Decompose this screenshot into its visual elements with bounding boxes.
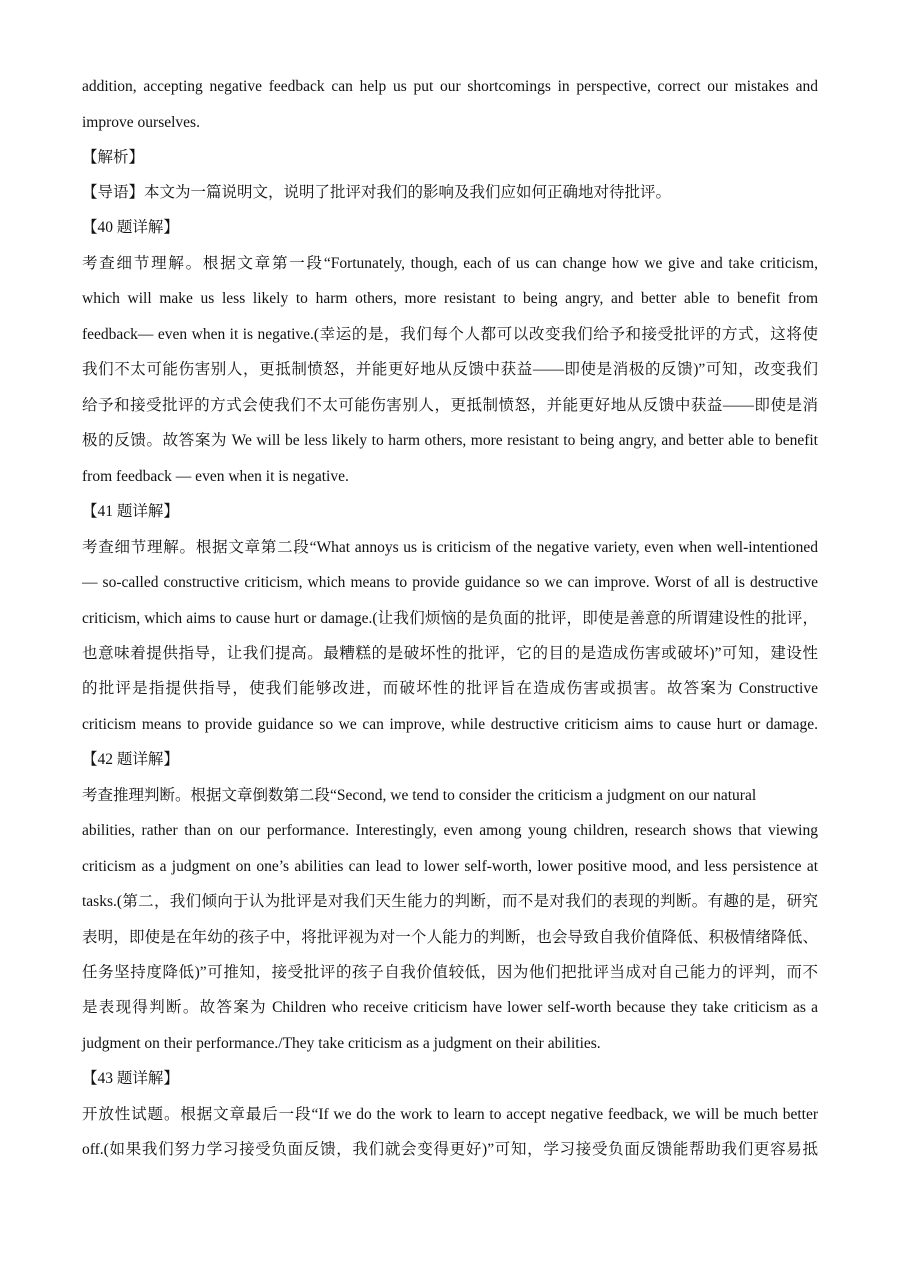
text-line: 是表现得判断。故答案为 Children who receive criticism have lower self-worth because they take criticism as a: [82, 999, 818, 1016]
text-line: criticism means to provide guidance so we can improve, while destructive criticism aims to cause hurt or damage.: [82, 716, 818, 733]
text-line: tasks.(第二，我们倾向于认为批评是对我们天生能力的判断，而不是对我们的表现的判断。有趣的是，研究: [82, 893, 818, 910]
question-heading-40: 【40 题详解】: [82, 219, 179, 236]
text-line: abilities, rather than on our performance. Interestingly, even among young children, research shows that viewing: [82, 822, 818, 839]
text-line: from feedback — even when it is negative.: [82, 468, 349, 485]
text-line: 的批评是指提供指导，使我们能够改进，而破坏性的批评旨在造成伤害或损害。故答案为 Constructive: [82, 680, 818, 697]
text-line: which will make us less likely to harm others, more resistant to being angry, and better able to benefit from: [82, 290, 818, 307]
text-line: criticism, which aims to cause hurt or damage.(让我们烦恼的是负面的批评，即使是善意的所谓建设性的批评，: [82, 610, 818, 627]
text-line: addition, accepting negative feedback can help us put our shortcomings in perspective, correct our mistakes and: [82, 78, 818, 95]
introduction-line: 【导语】本文为一篇说明文，说明了批评对我们的影响及我们应如何正确地对待批评。: [82, 184, 672, 201]
text-line: criticism as a judgment on one’s abilities can lead to lower self-worth, lower positive mood, and less persistence at: [82, 858, 818, 875]
text-line: 极的反馈。故答案为 We will be less likely to harm others, more resistant to being angry, and better able to benefit: [82, 432, 818, 449]
text-line: 我们不太可能伤害别人，更抵制愤怒，并能更好地从反馈中获益——即使是消极的反馈)”可知，改变我们: [82, 361, 818, 378]
section-label-analysis: 【解析】: [82, 149, 145, 166]
text-line: 开放性试题。根据文章最后一段“If we do the work to learn to accept negative feedback, we will be much better: [82, 1106, 818, 1123]
text-line: off.(如果我们努力学习接受负面反馈，我们就会变得更好)”可知，学习接受负面反馈能帮助我们更容易抵: [82, 1141, 818, 1158]
text-line: improve ourselves.: [82, 114, 200, 131]
text-line: 考查细节理解。根据文章第一段“Fortunately, though, each of us can change how we give and take criticism,: [82, 255, 818, 272]
text-line: 表明，即使是在年幼的孩子中，将批评视为对一个人能力的判断，也会导致自我价值降低、积极情绪降低、: [82, 929, 818, 946]
question-heading-42: 【42 题详解】: [82, 751, 179, 768]
text-line: 给予和接受批评的方式会使我们不太可能伤害别人，更抵制愤怒，并能更好地从反馈中获益——即使是消: [82, 397, 818, 414]
question-heading-43: 【43 题详解】: [82, 1070, 179, 1087]
text-line: 也意味着提供指导，让我们提高。最糟糕的是破坏性的批评，它的目的是造成伤害或破坏)”可知，建设性: [82, 645, 818, 662]
text-line: 考查细节理解。根据文章第二段“What annoys us is criticism of the negative variety, even when well-intentioned: [82, 539, 818, 556]
text-line: — so-called constructive criticism, which means to provide guidance so we can improve. Worst of all is destructive: [82, 574, 818, 591]
text-line: feedback— even when it is negative.(幸运的是，我们每个人都可以改变我们给予和接受批评的方式，这将使: [82, 326, 818, 343]
text-line: judgment on their performance./They take criticism as a judgment on their abilities.: [82, 1035, 601, 1052]
text-line: 任务坚持度降低)”可推知，接受批评的孩子自我价值较低，因为他们把批评当成对自己能力的评判，而不: [82, 964, 818, 981]
text-line: 考查推理判断。根据文章倒数第二段“Second, we tend to consider the criticism a judgment on our natural: [82, 787, 757, 804]
question-heading-41: 【41 题详解】: [82, 503, 179, 520]
